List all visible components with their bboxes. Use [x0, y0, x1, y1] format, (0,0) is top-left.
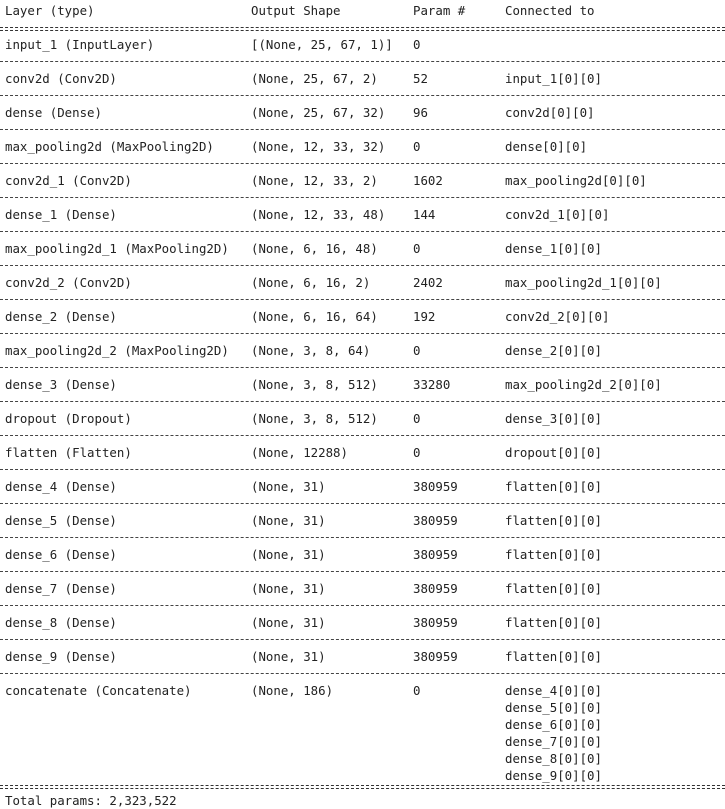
connected-to: flatten[0][0] — [505, 479, 602, 494]
connected-to: dense_9[0][0] — [505, 768, 602, 783]
connected-to: flatten[0][0] — [505, 615, 602, 630]
output-shape: (None, 6, 16, 64) — [251, 309, 378, 324]
param-count: 0 — [413, 445, 421, 460]
layer-name: input_1 (InputLayer) — [5, 37, 155, 52]
connected-to: dense_4[0][0] — [505, 683, 602, 698]
output-shape: (None, 12288) — [251, 445, 348, 460]
layer-name: dense_5 (Dense) — [5, 513, 117, 528]
output-shape: (None, 3, 8, 512) — [251, 377, 378, 392]
total-params: Total params: 2,323,522 — [5, 793, 177, 808]
row-separator — [0, 469, 725, 470]
row-separator — [0, 639, 725, 640]
header-separator — [0, 27, 725, 31]
row-separator — [0, 197, 725, 198]
output-shape: (None, 12, 33, 32) — [251, 139, 386, 154]
row-separator — [0, 367, 725, 368]
param-count: 380959 — [413, 615, 458, 630]
header-connected: Connected to — [505, 3, 595, 18]
row-separator — [0, 61, 725, 62]
param-count: 380959 — [413, 581, 458, 596]
param-count: 52 — [413, 71, 428, 86]
layer-name: max_pooling2d (MaxPooling2D) — [5, 139, 214, 154]
output-shape: (None, 6, 16, 2) — [251, 275, 371, 290]
param-count: 1602 — [413, 173, 443, 188]
footer-separator — [0, 785, 725, 789]
output-shape: (None, 25, 67, 2) — [251, 71, 378, 86]
layer-name: dense_4 (Dense) — [5, 479, 117, 494]
param-count: 0 — [413, 411, 421, 426]
layer-name: concatenate (Concatenate) — [5, 683, 192, 698]
param-count: 0 — [413, 139, 421, 154]
output-shape: (None, 6, 16, 48) — [251, 241, 378, 256]
connected-to: conv2d_2[0][0] — [505, 309, 610, 324]
connected-to: flatten[0][0] — [505, 547, 602, 562]
row-separator — [0, 95, 725, 96]
output-shape: (None, 3, 8, 64) — [251, 343, 371, 358]
connected-to: dense_7[0][0] — [505, 734, 602, 749]
layer-name: dense_8 (Dense) — [5, 615, 117, 630]
output-shape: (None, 3, 8, 512) — [251, 411, 378, 426]
output-shape: (None, 12, 33, 2) — [251, 173, 378, 188]
output-shape: (None, 31) — [251, 479, 326, 494]
layer-name: dense (Dense) — [5, 105, 102, 120]
output-shape: (None, 31) — [251, 581, 326, 596]
layer-name: dense_3 (Dense) — [5, 377, 117, 392]
row-separator — [0, 673, 725, 674]
layer-name: dense_6 (Dense) — [5, 547, 117, 562]
connected-to: dense_8[0][0] — [505, 751, 602, 766]
connected-to: flatten[0][0] — [505, 649, 602, 664]
connected-to: conv2d[0][0] — [505, 105, 595, 120]
header-output-shape: Output Shape — [251, 3, 341, 18]
header-layer: Layer (type) — [5, 3, 95, 18]
row-separator — [0, 435, 725, 436]
connected-to: dense_5[0][0] — [505, 700, 602, 715]
connected-to: conv2d_1[0][0] — [505, 207, 610, 222]
layer-name: dropout (Dropout) — [5, 411, 132, 426]
output-shape: (None, 25, 67, 32) — [251, 105, 386, 120]
layer-name: max_pooling2d_1 (MaxPooling2D) — [5, 241, 229, 256]
connected-to: dropout[0][0] — [505, 445, 602, 460]
connected-to: dense_3[0][0] — [505, 411, 602, 426]
layer-name: dense_2 (Dense) — [5, 309, 117, 324]
connected-to: flatten[0][0] — [505, 581, 602, 596]
param-count: 0 — [413, 241, 421, 256]
output-shape: [(None, 25, 67, 1)] — [251, 37, 393, 52]
param-count: 0 — [413, 37, 421, 52]
connected-to: input_1[0][0] — [505, 71, 602, 86]
param-count: 380959 — [413, 479, 458, 494]
row-separator — [0, 503, 725, 504]
output-shape: (None, 31) — [251, 649, 326, 664]
header-param: Param # — [413, 3, 466, 18]
param-count: 380959 — [413, 513, 458, 528]
output-shape: (None, 31) — [251, 615, 326, 630]
row-separator — [0, 163, 725, 164]
param-count: 380959 — [413, 547, 458, 562]
param-count: 0 — [413, 683, 421, 698]
connected-to: max_pooling2d[0][0] — [505, 173, 647, 188]
output-shape: (None, 12, 33, 48) — [251, 207, 386, 222]
row-separator — [0, 571, 725, 572]
connected-to: dense[0][0] — [505, 139, 588, 154]
output-shape: (None, 31) — [251, 513, 326, 528]
row-separator — [0, 129, 725, 130]
layer-name: dense_9 (Dense) — [5, 649, 117, 664]
param-count: 96 — [413, 105, 428, 120]
row-separator — [0, 299, 725, 300]
row-separator — [0, 401, 725, 402]
param-count: 2402 — [413, 275, 443, 290]
connected-to: max_pooling2d_1[0][0] — [505, 275, 662, 290]
layer-name: flatten (Flatten) — [5, 445, 132, 460]
row-separator — [0, 333, 725, 334]
connected-to: dense_1[0][0] — [505, 241, 602, 256]
connected-to: dense_6[0][0] — [505, 717, 602, 732]
param-count: 33280 — [413, 377, 451, 392]
layer-name: max_pooling2d_2 (MaxPooling2D) — [5, 343, 229, 358]
output-shape: (None, 186) — [251, 683, 334, 698]
param-count: 144 — [413, 207, 436, 222]
param-count: 0 — [413, 343, 421, 358]
param-count: 192 — [413, 309, 436, 324]
row-separator — [0, 537, 725, 538]
row-separator — [0, 605, 725, 606]
row-separator — [0, 265, 725, 266]
output-shape: (None, 31) — [251, 547, 326, 562]
layer-name: conv2d_1 (Conv2D) — [5, 173, 132, 188]
layer-name: conv2d_2 (Conv2D) — [5, 275, 132, 290]
param-count: 380959 — [413, 649, 458, 664]
connected-to: flatten[0][0] — [505, 513, 602, 528]
connected-to: max_pooling2d_2[0][0] — [505, 377, 662, 392]
layer-name: dense_1 (Dense) — [5, 207, 117, 222]
row-separator — [0, 231, 725, 232]
connected-to: dense_2[0][0] — [505, 343, 602, 358]
layer-name: conv2d (Conv2D) — [5, 71, 117, 86]
layer-name: dense_7 (Dense) — [5, 581, 117, 596]
